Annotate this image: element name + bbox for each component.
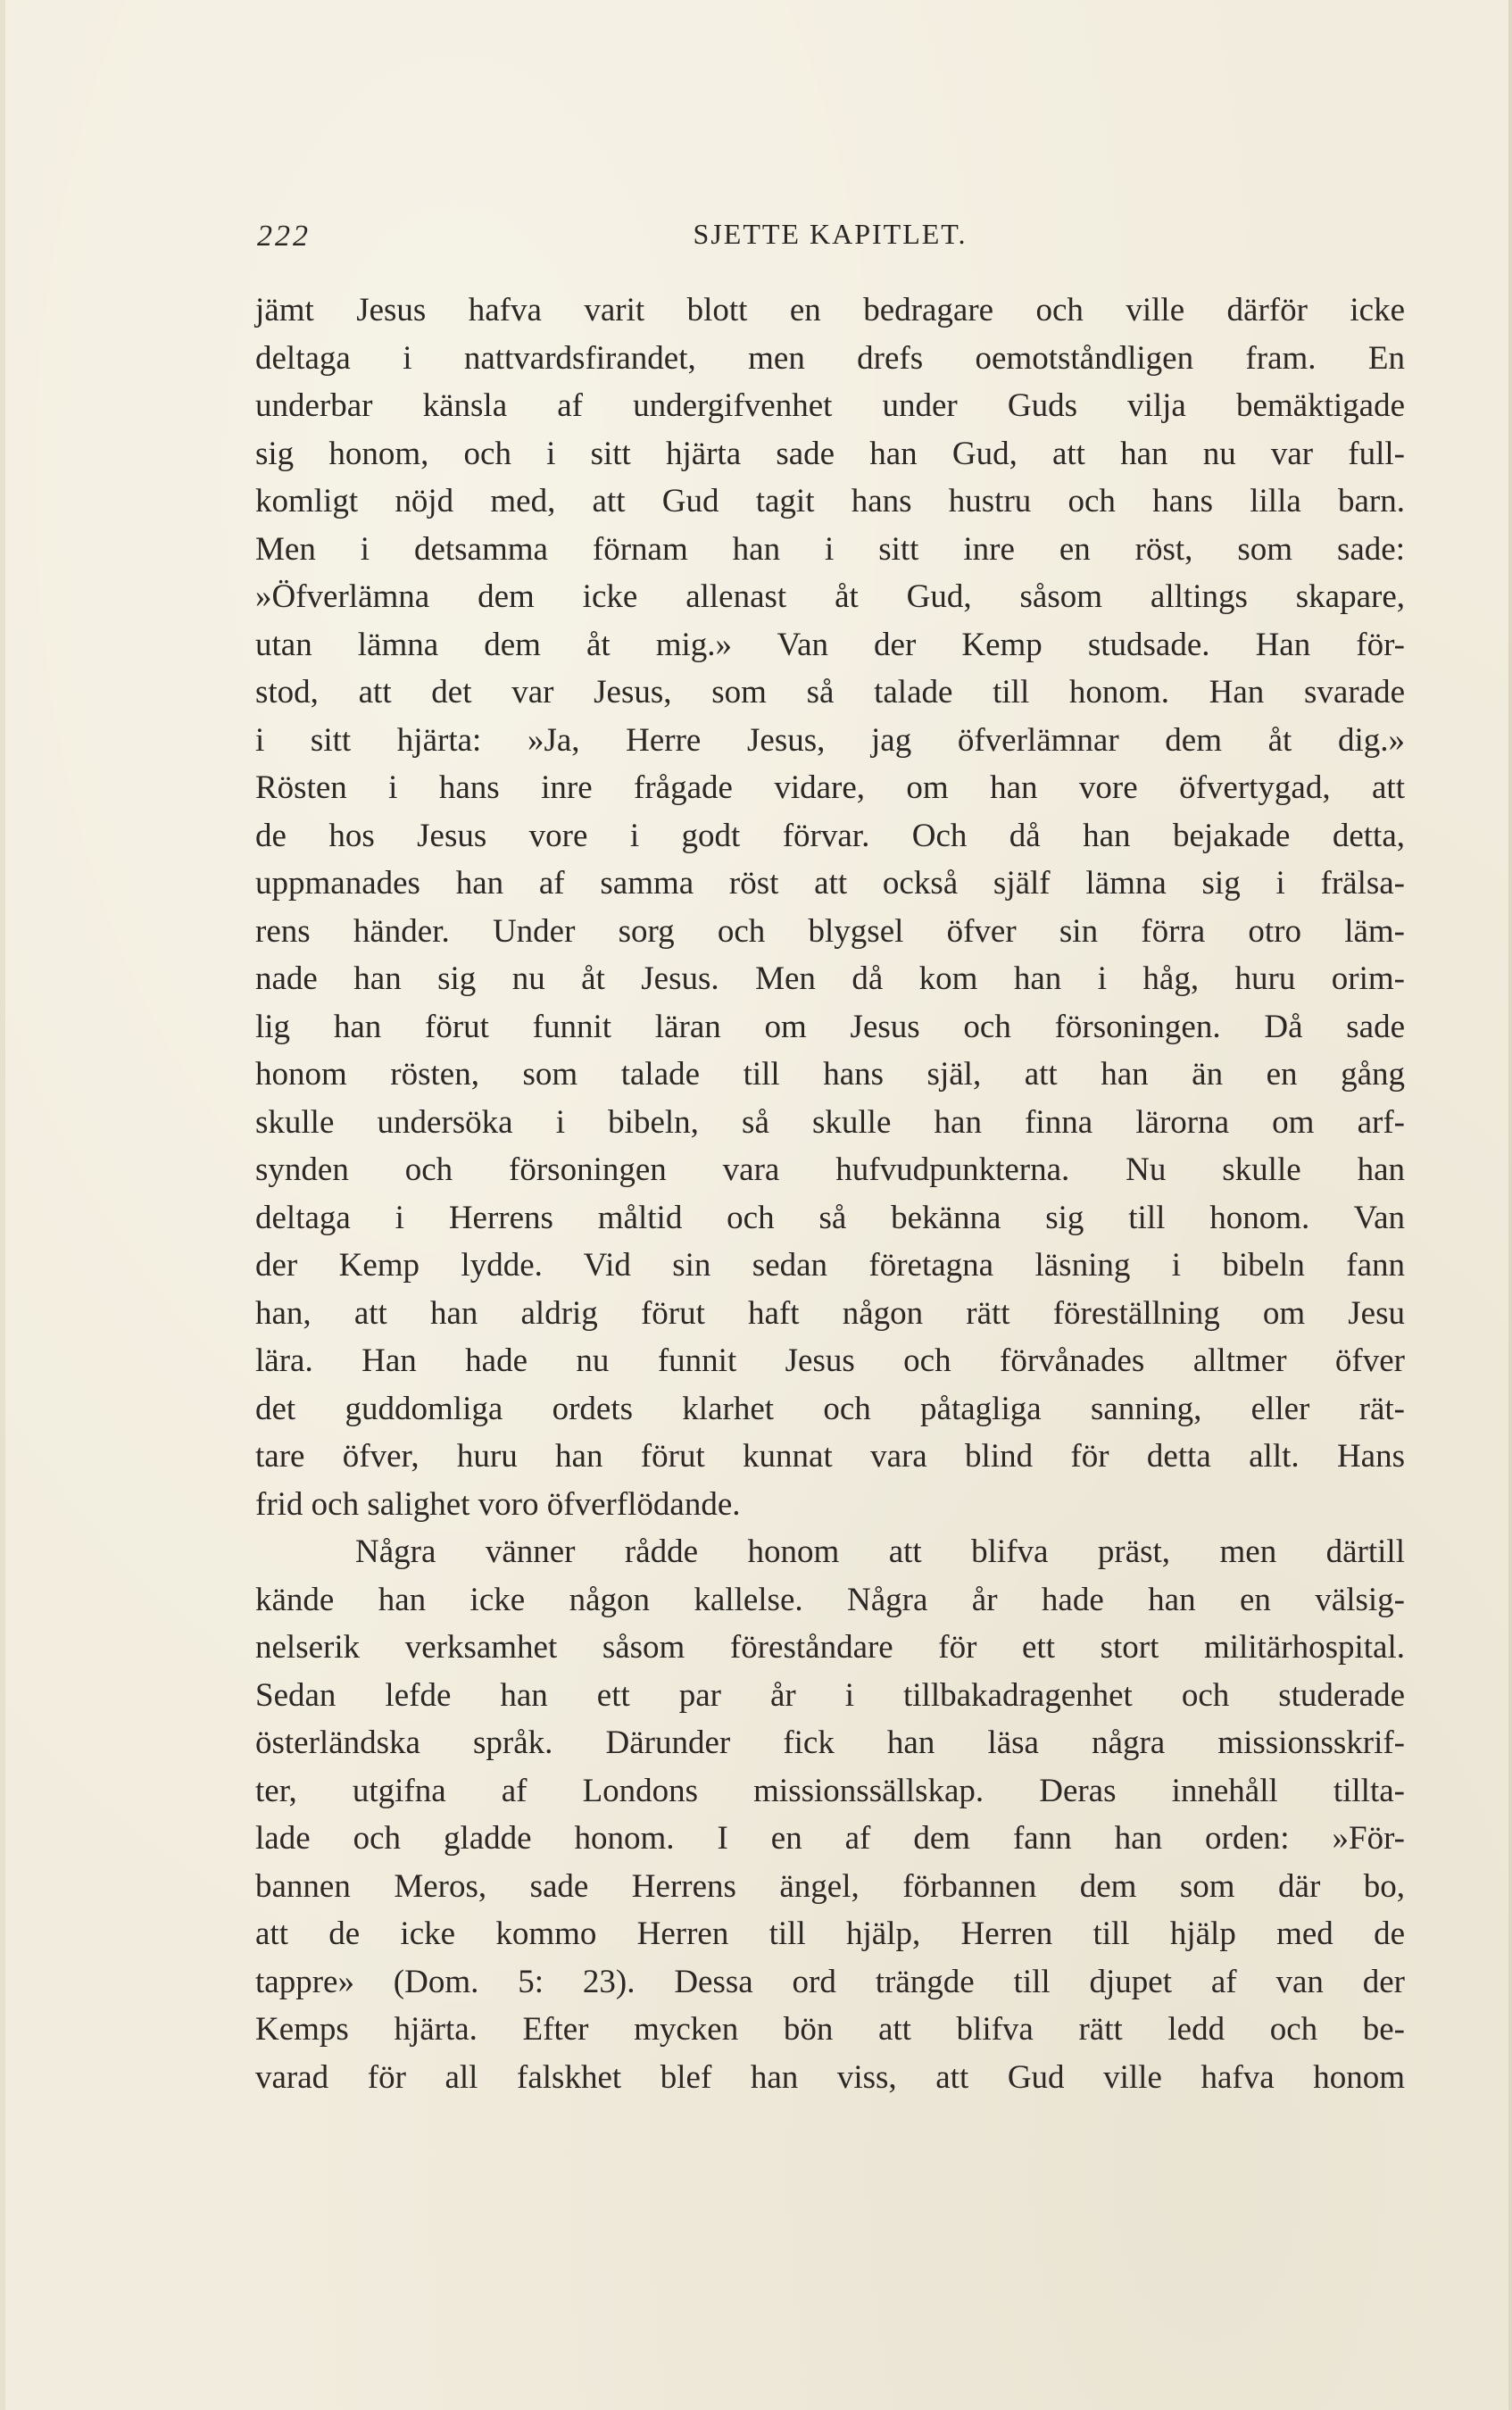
text-line: kände han icke någon kallelse. Några år hade han en välsig- [255,1581,1405,1618]
running-head: SJETTE KAPITLET. [693,218,968,250]
page-number: 222 [257,220,311,253]
text-line: att de icke kommo Herren till hjälp, Herren till hjälp med de [255,1916,1405,1952]
text-line: han, att han aldrig förut haft någon rätt föreställning om Jesu [255,1294,1405,1332]
text-line: i sitt hjärta: »Ja, Herre Jesus, jag öfverlämnar dem åt dig.» [255,721,1405,759]
text-line: lig han förut funnit läran om Jesus och försoningen. Då sade [255,1008,1405,1045]
text-line: nelserik verksamhet såsom föreståndare för ett stort militärhospital. [255,1629,1405,1666]
text-line: komligt nöjd med, att Gud tagit hans hustru och hans lilla barn. [255,483,1405,519]
text-line: tappre» (Dom. 5: 23). Dessa ord trängde till djupet af van der [255,1963,1405,2000]
text-line: nade han sig nu åt Jesus. Men då kom han i håg, huru orim- [255,960,1405,997]
text-line: sig honom, och i sitt hjärta sade han Gud, att han nu var full- [255,435,1405,472]
text-line: ter, utgifna af Londons missionssällskap. Deras innehåll tillta- [255,1772,1405,1809]
text-line: synden och försoningen vara hufvudpunkterna. Nu skulle han [255,1151,1405,1188]
text-line: Sedan lefde han ett par år i tillbakadragenhet och studerade [255,1676,1405,1714]
page-header [255,211,1405,264]
text-line: det guddomliga ordets klarhet och påtagliga sanning, eller rät- [255,1390,1405,1427]
text-line: utan lämna dem åt mig.» Van der Kemp studsade. Han för- [255,626,1405,663]
text-line: Men i detsamma förnam han i sitt inre en röst, som sade: [255,530,1405,568]
text-line: skulle undersöka i bibeln, så skulle han finna lärorna om arf- [255,1103,1405,1141]
text-line: Rösten i hans inre frågade vidare, om han vore öfvertygad, att [255,769,1405,806]
paragraph-first-line: Några vänner rådde honom att blifva präst, men därtill [355,1533,1405,1570]
text-line: rens händer. Under sorg och blygsel öfver sin förra otro läm- [255,912,1405,950]
text-line: varad för all falskhet blef han viss, att Gud ville hafva honom [255,2058,1405,2096]
body-text [255,287,1405,2101]
text-line: österländska språk. Därunder fick han läsa några missionsskrif- [255,1724,1405,1761]
text-line: der Kemp lydde. Vid sin sedan företagna läsning i bibeln fann [255,1247,1405,1284]
text-line: deltaga i nattvardsfirandet, men drefs oemotståndligen fram. En [255,339,1405,377]
text-line: uppmanades han af samma röst att också själf lämna sig i frälsa- [255,865,1405,902]
text-line: Kemps hjärta. Efter mycken bön att blifva rätt ledd och be- [255,2011,1405,2048]
paragraph-end-line: frid och salighet voro öfverflödande. [255,1485,741,1523]
text-line: deltaga i Herrens måltid och så bekänna sig till honom. Van [255,1199,1405,1236]
text-line: honom rösten, som talade till hans själ, att han än en gång [255,1056,1405,1093]
text-line: »Öfverlämna dem icke allenast åt Gud, såsom alltings skapare, [255,578,1405,615]
text-line: lära. Han hade nu funnit Jesus och förvånades alltmer öfver [255,1342,1405,1379]
text-line: tare öfver, huru han förut kunnat vara blind för detta allt. Hans [255,1438,1405,1475]
text-line: bannen Meros, sade Herrens ängel, förbannen dem som där bo, [255,1867,1405,1905]
text-line: underbar känsla af undergifvenhet under Guds vilja bemäktigade [255,387,1405,424]
text-line: stod, att det var Jesus, som så talade till honom. Han svarade [255,674,1405,711]
text-line: de hos Jesus vore i godt förvar. Och då han bejakade detta, [255,817,1405,854]
text-line: jämt Jesus hafva varit blott en bedragare och ville därför icke [255,292,1405,328]
text-line: lade och gladde honom. I en af dem fann han orden: »För- [255,1820,1405,1857]
